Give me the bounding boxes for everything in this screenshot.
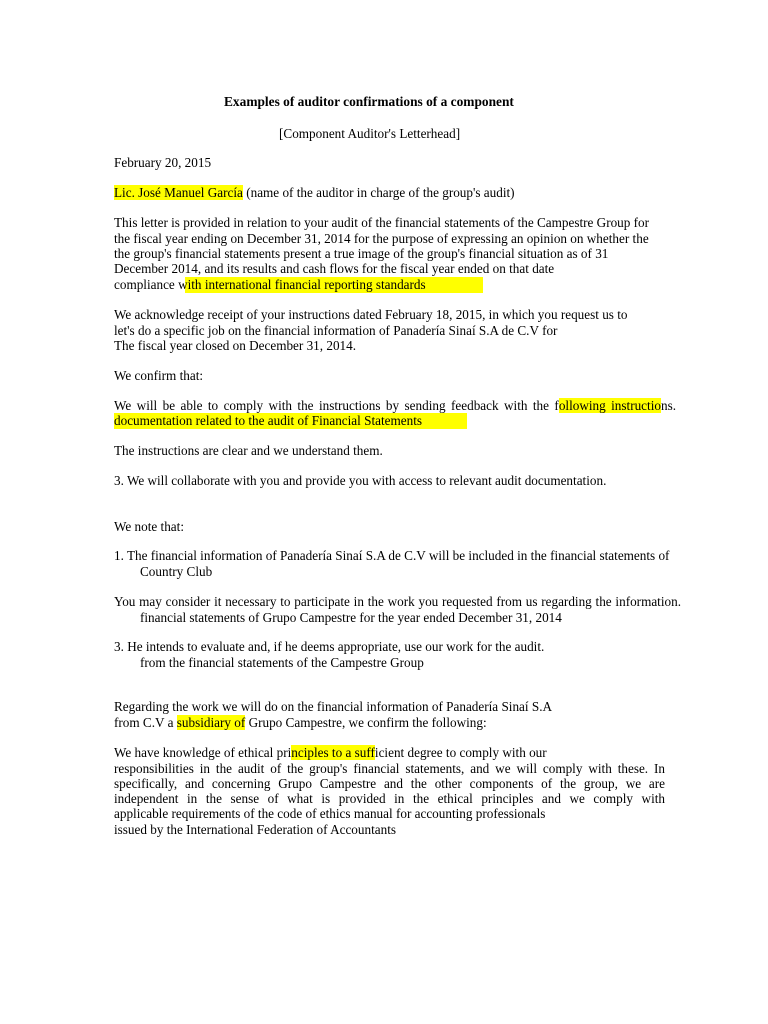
para4-tail: icient degree to comply with our bbox=[374, 745, 547, 760]
confirm-heading: We confirm that: bbox=[114, 368, 204, 383]
note2-line1: You may consider it necessary to participate in the work you requested from us regarding the information. bbox=[114, 594, 681, 609]
confirm1-line2: documentation related to the audit of Financial Statements bbox=[114, 413, 422, 428]
note-heading: We note that: bbox=[114, 519, 184, 534]
confirm2: The instructions are clear and we understand them. bbox=[114, 443, 383, 458]
note1-line2: Country Club bbox=[140, 564, 213, 579]
letterhead-placeholder: [Component Auditor's Letterhead] bbox=[279, 126, 461, 141]
addressee-name: Lic. José Manuel García bbox=[114, 185, 243, 200]
confirm1-line1 bbox=[114, 398, 676, 414]
note3-line1: 3. He intends to evaluate and, if he deems appropriate, use our work for the audit. bbox=[114, 639, 545, 654]
para1-line1: This letter is provided in relation to your audit of the financial statements of the Campestre Group for bbox=[114, 215, 650, 230]
para1-line4: December 2014, and its results and cash flows for the fiscal year ended on that date bbox=[114, 261, 555, 276]
note3-line2: from the financial statements of the Campestre Group bbox=[140, 655, 424, 670]
para4-line2: responsibilities in the audit of the group's financial statements, and we will comply with these. In bbox=[114, 761, 665, 776]
para3-tail: Grupo Campestre, we confirm the following: bbox=[245, 715, 487, 730]
para4-line1 bbox=[114, 745, 547, 761]
para4-text: We have knowledge of ethical pri bbox=[114, 745, 292, 760]
confirm1-text: We will be able to comply with the instructions by sending feedback with the f bbox=[114, 398, 559, 413]
note2-line2: financial statements of Grupo Campestre for the year ended December 31, 2014 bbox=[140, 610, 562, 625]
addressee-note: (name of the auditor in charge of the group's audit) bbox=[242, 185, 515, 200]
para1-line2: the fiscal year ending on December 31, 2014 for the purpose of expressing an opinion on whether the bbox=[114, 231, 649, 246]
para3-highlight: subsidiary of bbox=[176, 715, 246, 730]
para4-line5: applicable requirements of the code of ethics manual for accounting professionals bbox=[114, 806, 546, 821]
note1-line1: 1. The financial information of Panadería Sinaí S.A de C.V will be included in the financial statements of bbox=[114, 548, 670, 563]
para3-line1: Regarding the work we will do on the financial information of Panadería Sinaí S.A bbox=[114, 699, 553, 714]
para2-line1: We acknowledge receipt of your instructions dated February 18, 2015, in which you request us to bbox=[114, 307, 628, 322]
confirm1-tail: ns. bbox=[660, 398, 676, 413]
confirm1-highlight: ollowing instructio bbox=[558, 398, 661, 413]
para3-text: from C.V a bbox=[114, 715, 177, 730]
para1-line3: the group's financial statements present a true image of the group's financial situation as of 31 bbox=[114, 246, 609, 261]
confirm3: 3. We will collaborate with you and provide you with access to relevant audit documentation. bbox=[114, 473, 607, 488]
document-title: Examples of auditor confirmations of a component bbox=[224, 94, 514, 109]
para3-line2 bbox=[114, 715, 487, 731]
para4-line4: independent in the sense of what is provided in the ethical principles and we comply with bbox=[114, 791, 665, 806]
para4-highlight: nciples to a suff bbox=[291, 745, 375, 760]
para1-line5-highlight: ith international financial reporting standards bbox=[187, 277, 426, 292]
para4-line3: specifically, and concerning Grupo Campestre and the other components of the group, we are bbox=[114, 776, 665, 791]
para2-line2: let's do a specific job on the financial information of Panadería Sinaí S.A de C.V for bbox=[114, 323, 558, 338]
para4-line6: issued by the International Federation of Accountants bbox=[114, 822, 396, 837]
para1-line5 bbox=[114, 277, 426, 293]
addressee-line bbox=[114, 185, 515, 201]
letter-date: February 20, 2015 bbox=[114, 155, 212, 170]
para1-line5-text: compliance w bbox=[114, 277, 188, 292]
para2-line3: The fiscal year closed on December 31, 2014. bbox=[114, 338, 357, 353]
